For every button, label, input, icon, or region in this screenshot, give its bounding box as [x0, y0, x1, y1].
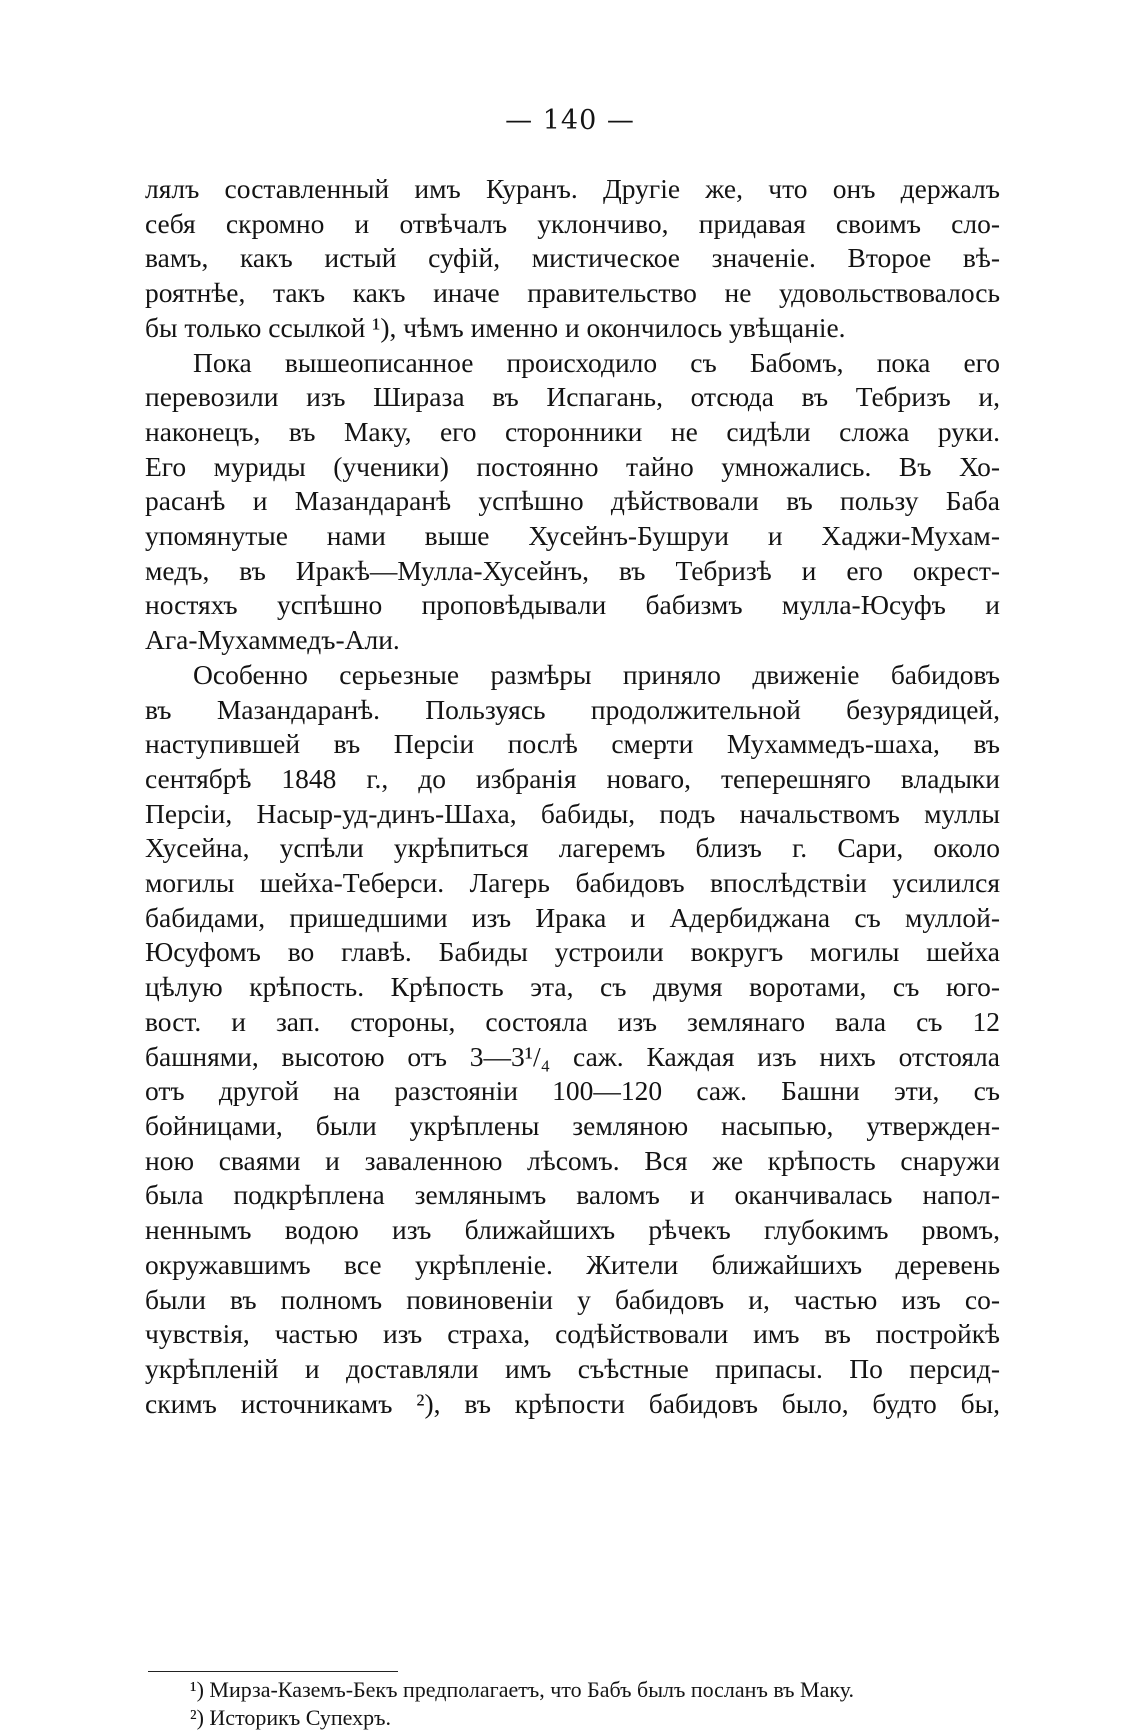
text-line: медъ, въ Иракѣ—Мулла-Хусейнъ, въ Тебризѣ и его окрест-	[145, 554, 1000, 586]
text-line: въ Мазандаранѣ. Пользуясь продолжительной безурядицей,	[145, 693, 1000, 725]
text-line: бойницами, были укрѣплены земляною насыпью, утвержден-	[145, 1109, 1000, 1141]
paragraph	[145, 172, 1000, 346]
page-number: — 140 —	[505, 105, 635, 136]
text-line: упомянутые нами выше Хусейнъ-Бушруи и Хаджи-Мухам-	[145, 520, 1000, 552]
text-line: вост. и зап. стороны, состояла изъ землянаго вала съ 12	[145, 1005, 1000, 1037]
body-text	[145, 172, 1000, 1421]
text-line: Персіи, Насыр-уд-динъ-Шаха, бабиды, подъ начальствомъ муллы	[145, 797, 1000, 829]
text-line: Пока вышеописанное происходило съ Бабомъ, пока его	[193, 346, 1000, 378]
text-line: ностяхъ успѣшно проповѣдывали бабизмъ мулла-Юсуфъ и	[145, 589, 1000, 621]
text-line: башнями, высотою отъ 3—3¹/₄ саж. Каждая изъ нихъ отстояла	[145, 1040, 1000, 1072]
text-line: расанѣ и Мазандаранѣ успѣшно дѣйствовали въ пользу Баба	[145, 485, 1000, 517]
text-line: лялъ составленный имъ Куранъ. Другіе же, что онъ держалъ	[145, 173, 1000, 204]
text-line: роятнѣе, такъ какъ иначе правительство не удовольствовалось	[145, 277, 1000, 309]
text-line: наконецъ, въ Маку, его сторонники не сидѣли сложа руки.	[145, 415, 1000, 447]
footnotes	[190, 1676, 1010, 1732]
text-line: ною сваями и заваленною лѣсомъ. Вся же крѣпость снаружи	[145, 1144, 1000, 1176]
text-line: окружавшимъ все укрѣпленіе. Жители ближайшихъ деревень	[145, 1248, 1000, 1280]
text-line: Особенно серьезные размѣры приняло движеніе бабидовъ	[193, 658, 1000, 690]
paragraph	[145, 346, 1000, 658]
text-line: укрѣпленій и доставляли имъ съѣстные припасы. По персид-	[145, 1352, 1000, 1384]
text-line: перевозили изъ Шираза въ Испагань, отсюда въ Тебризъ и,	[145, 381, 1000, 413]
footnote-1: ¹) Мирза-Каземъ-Бекъ предполагаетъ, что Бабъ былъ посланъ въ Маку.	[190, 1677, 855, 1702]
text-line: сентябрѣ 1848 г., до избранія новаго, теперешняго владыки	[145, 762, 1000, 794]
text-line: отъ другой на разстояніи 100—120 саж. Башни эти, съ	[145, 1075, 1000, 1107]
text-line: бы только ссылкой ¹), чѣмъ именно и окончилось увѣщаніе.	[145, 311, 846, 343]
text-line: себя скромно и отвѣчалъ уклончиво, придавая своимъ сло-	[145, 207, 1000, 239]
text-line: скимъ источникамъ ²), въ крѣпости бабидовъ было, будто бы,	[145, 1387, 1000, 1419]
text-line: была подкрѣплена землянымъ валомъ и оканчивалась напол-	[145, 1179, 1000, 1211]
text-line: бабидами, пришедшими изъ Ирака и Адербиджана съ муллой-	[145, 901, 1000, 933]
text-line: могилы шейха-Теберси. Лагерь бабидовъ впослѣдствіи усилился	[145, 867, 1000, 899]
paragraph	[145, 658, 1000, 1421]
text-line: Его муриды (ученики) постоянно тайно умножались. Въ Хо-	[145, 450, 1000, 482]
text-line: были въ полномъ повиновеніи у бабидовъ и, частью изъ со-	[145, 1283, 1000, 1315]
text-line: неннымъ водою изъ ближайшихъ рѣчекъ глубокимъ рвомъ,	[145, 1214, 1000, 1246]
text-line: Ага-Мухаммедъ-Али.	[145, 624, 400, 656]
text-line: чувствія, частью изъ страха, содѣйствовали имъ въ постройкѣ	[145, 1318, 1000, 1350]
text-line: цѣлую крѣпость. Крѣпость эта, съ двумя воротами, съ юго-	[145, 971, 1000, 1003]
footnote-2: ²) Историкъ Супехръ.	[190, 1705, 391, 1730]
text-line: Юсуфомъ во главѣ. Бабиды устроили вокругъ могилы шейха	[145, 936, 1000, 968]
text-line: Хусейна, успѣли укрѣпиться лагеремъ близъ г. Сари, около	[145, 832, 1000, 864]
text-line: вамъ, какъ истый суфій, мистическое значеніе. Второе вѣ-	[145, 242, 1000, 274]
footnote-divider	[148, 1671, 398, 1672]
text-line: наступившей въ Персіи послѣ смерти Мухаммедъ-шаха, въ	[145, 728, 1000, 760]
